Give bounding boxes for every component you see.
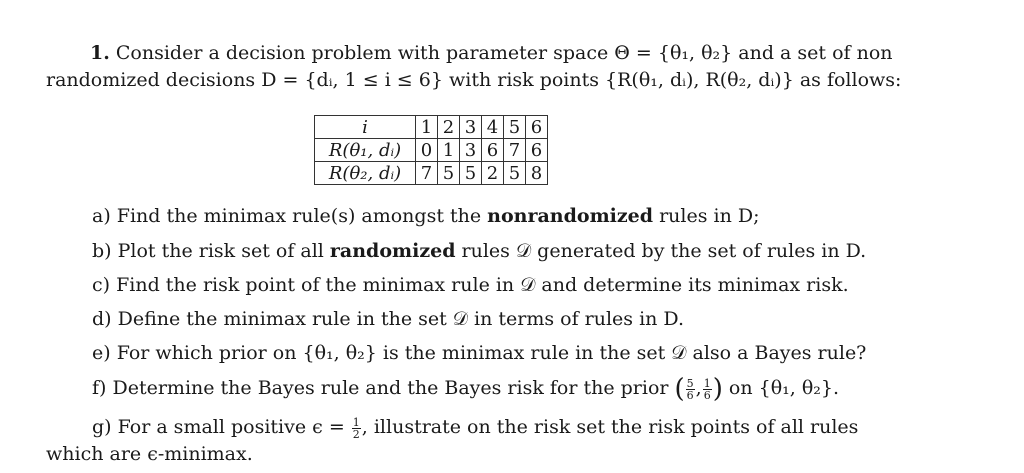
close-paren: ) [712,374,723,404]
part-c-text: c) Find the risk point of the minimax rule in 𝒟 and determine its minimax risk. [92,274,849,296]
fraction-five-sixths [686,378,695,401]
table-cell: 2 [438,116,460,139]
fraction-one-half [352,417,361,440]
part-e [92,342,866,364]
table-cell: 5 [460,162,482,185]
table-cell: 5 [504,162,526,185]
table-row-index [315,116,548,139]
table-header-i: i [315,116,416,139]
part-g-text-mid: , illustrate on the risk set the risk points of all rules [361,416,859,438]
table-cell: 2 [482,162,504,185]
open-paren: ( [674,374,685,404]
part-a-emphasis: nonrandomized [487,205,654,227]
table-cell: 6 [482,139,504,162]
problem-number: 1. [90,42,110,64]
part-g [92,416,858,440]
table-cell: 1 [416,116,438,139]
part-b-text: b) Plot the risk set of all [92,240,330,262]
intro-line-2 [46,69,901,91]
risk-table [314,115,548,185]
part-d [92,308,684,330]
part-f: f) Determine the Bayes rule and the Bayes risk for the prior ( $\frac{5}{6}$ , $\frac{1}{6}$ ) on {θ₁, θ₂}. [92,374,840,404]
part-g-text: g) For a small positive ϵ = [92,416,345,438]
fraction-numerator: 1 [703,376,711,390]
table-cell: 6 [526,116,548,139]
fraction-numerator: 5 [686,376,694,390]
part-f-text: f) Determine the Bayes rule and the Bayes risk for the prior [92,377,669,399]
part-c [92,274,849,296]
table-cell: 3 [460,139,482,162]
part-f-text-end: on {θ₁, θ₂}. [728,377,840,399]
part-b-text-end: rules 𝒟 generated by the set of rules in D. [455,240,867,262]
intro-text-2: randomized decisions D = {dᵢ, 1 ≤ i ≤ 6} with risk points {R(θ₁, dᵢ), R(θ₂, dᵢ)} as follows: [46,69,902,91]
part-g-line-2 [46,443,253,465]
part-a-text: a) Find the minimax rule(s) amongst the [92,205,488,227]
table-row-theta2 [315,162,548,185]
table-cell: 5 [438,162,460,185]
part-a [92,205,760,227]
part-b-emphasis: randomized [329,240,456,262]
table-header-r-theta2: R(θ₂, dᵢ) [315,162,416,185]
fraction-one-sixth [703,378,712,401]
table-header-r-theta1: R(θ₁, dᵢ) [315,139,416,162]
table-row-theta1 [315,139,548,162]
part-a-text-end: rules in D; [653,205,760,227]
fraction-denominator: 2 [352,427,360,441]
part-b [92,240,866,262]
table-cell: 3 [460,116,482,139]
part-g-text-end: which are ϵ-minimax. [46,443,253,465]
table-cell: 0 [416,139,438,162]
table-cell: 6 [526,139,548,162]
table-cell: 5 [504,116,526,139]
table-cell: 7 [416,162,438,185]
part-e-text: e) For which prior on {θ₁, θ₂} is the minimax rule in the set 𝒟 also a Bayes rule? [92,342,867,364]
table-cell: 8 [526,162,548,185]
intro-line-1 [90,42,893,64]
intro-text-1: Consider a decision problem with parameter space Θ = {θ₁, θ₂} and a set of non [115,42,893,64]
table-cell: 7 [504,139,526,162]
fraction-numerator: 1 [352,415,360,429]
table-cell: 1 [438,139,460,162]
table-cell: 4 [482,116,504,139]
fraction-denominator: 6 [703,388,711,402]
fraction-denominator: 6 [686,388,694,402]
part-d-text: d) Define the minimax rule in the set 𝒟 in terms of rules in D. [92,308,685,330]
